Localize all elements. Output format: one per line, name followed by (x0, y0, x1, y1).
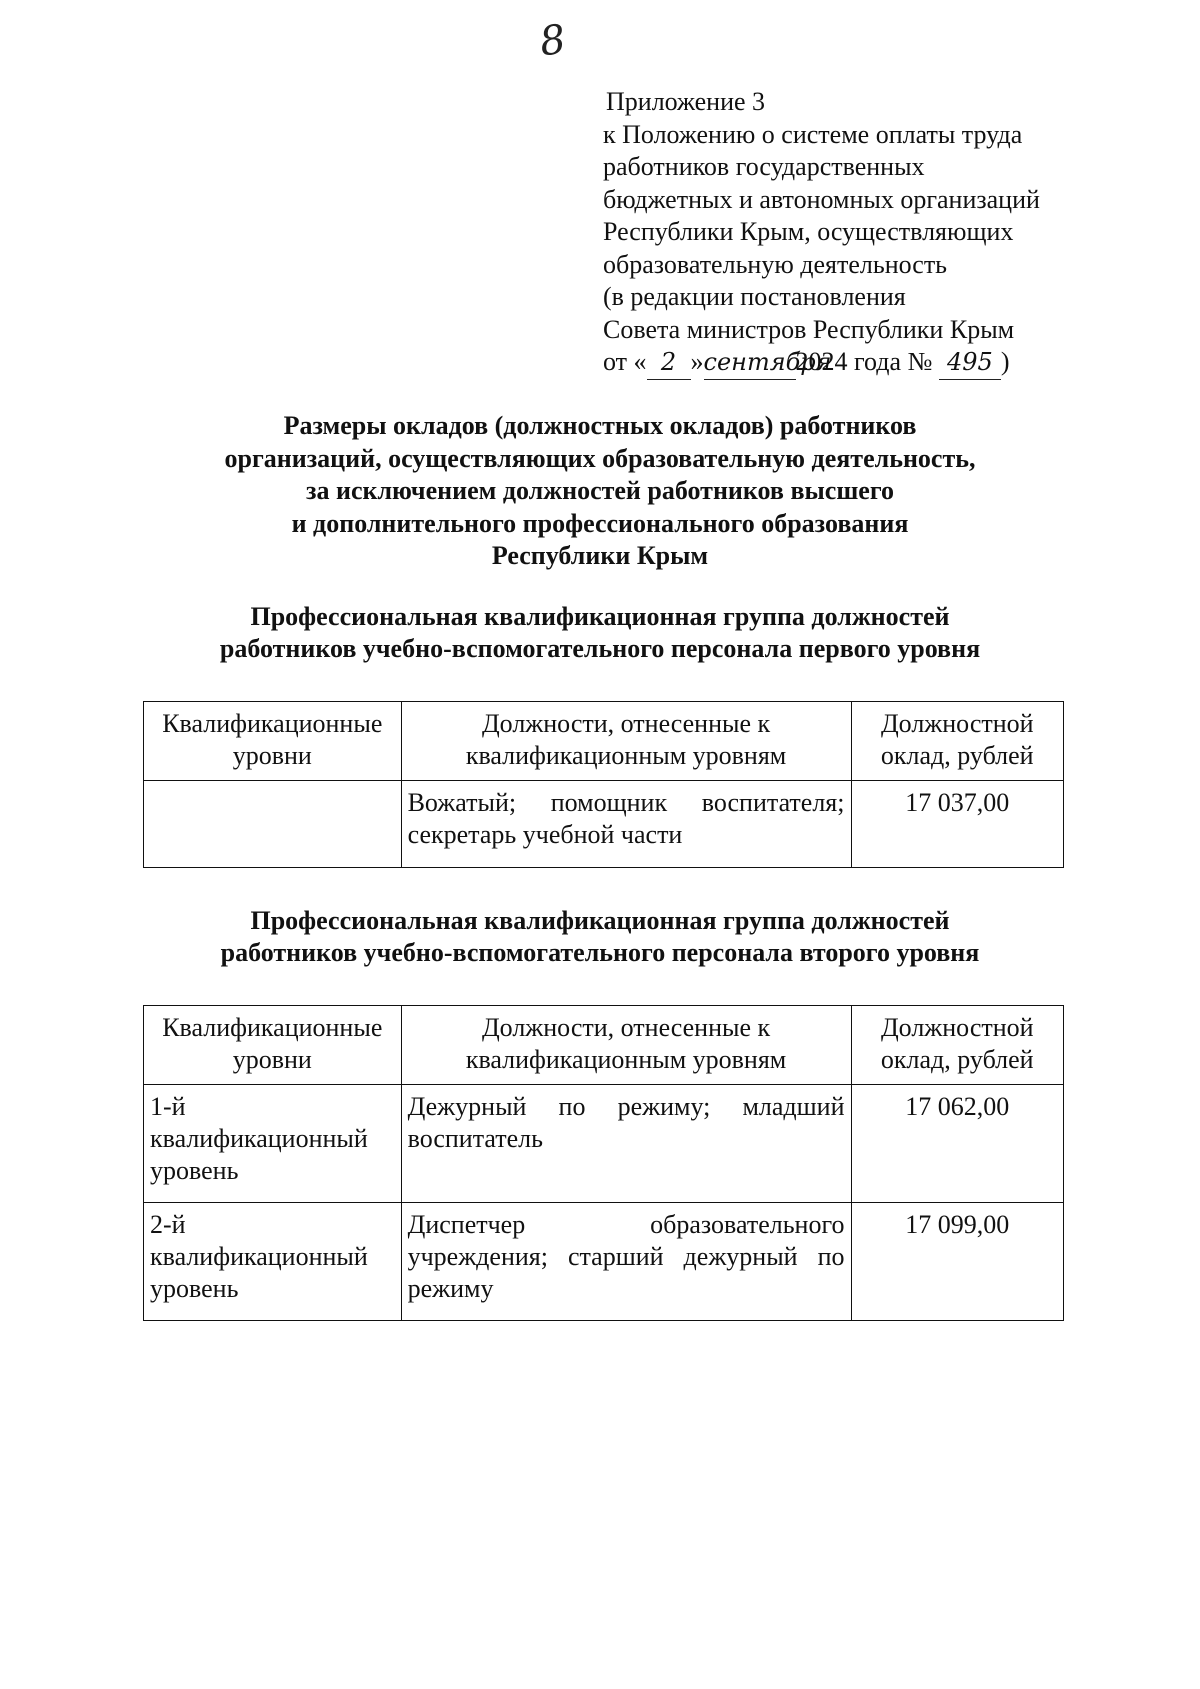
appendix-line: к Положению о системе оплаты труда (603, 119, 1023, 149)
handwritten-day: 2 (647, 346, 691, 380)
appendix-reference-block (603, 86, 1163, 380)
qualification-level-cell: 1-й квалификационный уровень (144, 1085, 402, 1203)
group-2-title (140, 905, 1060, 969)
date-quote-close: » (690, 347, 704, 376)
handwritten-page-number: 8 (536, 16, 569, 66)
table-header-row (144, 1006, 1064, 1085)
appendix-line: Совета министров Республики Крым (603, 314, 1015, 344)
handwritten-resolution-number: 495 (939, 346, 1001, 380)
table-header-row (144, 702, 1064, 781)
group-title-line: Профессиональная квалификационная группа должностей (250, 906, 950, 935)
appendix-line: (в редакции постановления (603, 282, 906, 311)
title-line: и дополнительного профессионального образования (291, 508, 909, 538)
salary-cell: 17 062,00 (851, 1085, 1064, 1203)
header-qualification-levels: Квалификационные уровни (144, 702, 402, 781)
header-qualification-levels: Квалификационные уровни (144, 1006, 402, 1085)
group-1-salary-table (143, 701, 1064, 868)
header-salary: Должностной оклад, рублей (851, 1006, 1064, 1085)
title-line: Размеры окладов (должностных окладов) работников (283, 411, 917, 440)
positions-cell: Дежурный по режиму; младший воспитатель (401, 1085, 851, 1203)
title-line: за исключением должностей работников высшего (306, 476, 894, 505)
date-year-text: 2024 года № (795, 347, 933, 376)
appendix-line: Приложение 3 (606, 87, 766, 116)
salary-cell: 17 099,00 (851, 1203, 1064, 1321)
group-1-title (140, 601, 1060, 665)
header-positions: Должности, отнесенные к квалификационным уровням (401, 1006, 851, 1085)
positions-cell: Вожатый; помощник воспитателя; секретарь учебной части (401, 781, 851, 868)
resolution-date-line (603, 346, 1163, 380)
title-line: организаций, осуществляющих образовательную деятельность, (224, 443, 976, 473)
date-suffix: ) (1000, 347, 1010, 376)
date-prefix: от « (603, 347, 647, 376)
header-positions: Должности, отнесенные к квалификационным уровням (401, 702, 851, 781)
qualification-level-cell: 2-й квалификационный уровень (144, 1203, 402, 1321)
group-title-line: Профессиональная квалификационная группа должностей (250, 602, 950, 631)
positions-cell: Диспетчер образовательного учреждения; старший дежурный по режиму (401, 1203, 851, 1321)
appendix-line: работников государственных (603, 152, 925, 181)
group-title-line: работников учебно-вспомогательного персонала первого уровня (219, 634, 981, 663)
appendix-line: образовательную деятельность (603, 249, 948, 279)
handwritten-month: сентября (704, 346, 796, 380)
table-row (144, 1203, 1064, 1321)
table-row (144, 781, 1064, 868)
appendix-line: Республики Крым, осуществляющих (603, 217, 1014, 246)
document-title (140, 410, 1060, 573)
qualification-level-cell (144, 781, 402, 868)
group-2-salary-table (143, 1005, 1064, 1321)
appendix-line: бюджетных и автономных организаций (603, 184, 1040, 214)
group-title-line: работников учебно-вспомогательного персонала второго уровня (220, 938, 980, 967)
title-line: Республики Крым (491, 541, 709, 570)
salary-cell: 17 037,00 (851, 781, 1064, 868)
table-row (144, 1085, 1064, 1203)
header-salary: Должностной оклад, рублей (851, 702, 1064, 781)
